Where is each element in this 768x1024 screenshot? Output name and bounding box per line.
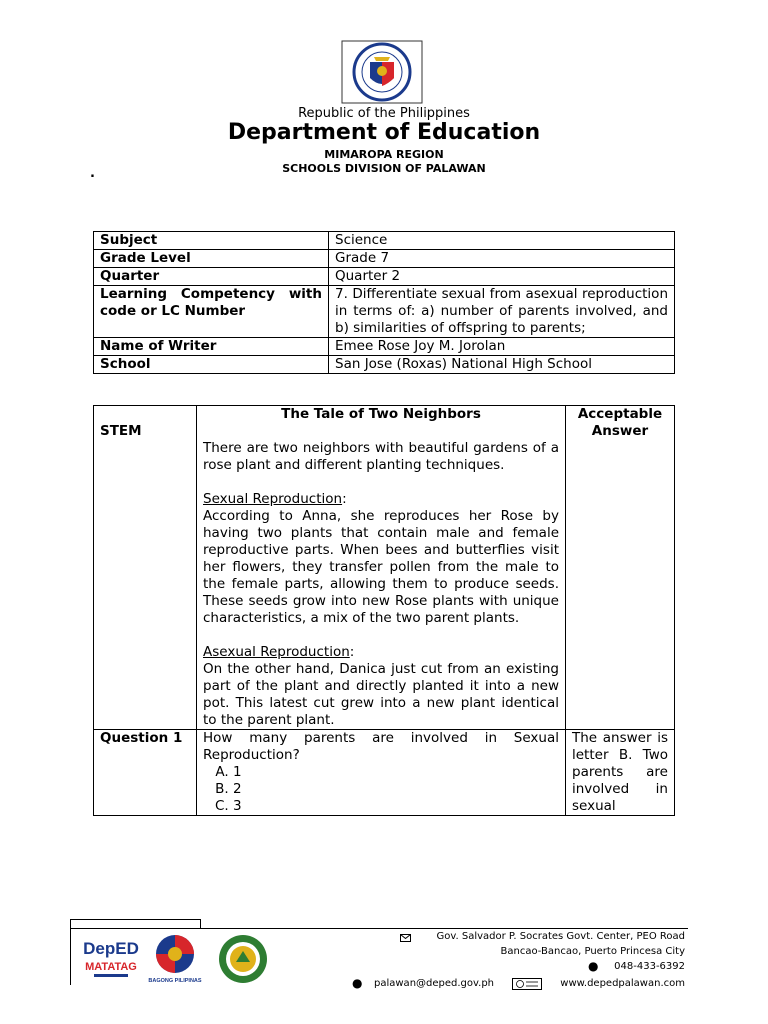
info-label: School — [94, 356, 329, 374]
footer-divider — [70, 919, 200, 920]
info-label: Subject — [94, 232, 329, 250]
footer-divider — [70, 928, 200, 929]
stem-label: STEM — [100, 423, 142, 439]
bagong-logo-text: BAGONG PILIPINAS — [148, 978, 202, 984]
info-table — [93, 231, 675, 374]
question-text: How many parents are involved in Sexual Reproduction? — [203, 730, 559, 763]
asexual-heading-line — [203, 644, 559, 661]
info-value: San Jose (Roxas) National High School — [329, 356, 675, 374]
info-row-writer — [94, 338, 675, 356]
choice-a: A. 1 — [233, 764, 559, 781]
deped-logo-text: DepED — [83, 939, 139, 958]
question-content-cell — [197, 730, 566, 816]
sexual-text: According to Anna, she reproduces her Rose by having two plants that contain male and female reproductive parts. When bees and butterflies visit her flowers, they transfer pollen from the male to the female parts, allowing them to produce seeds. These seeds grow into new Rose plants with unique characteristics, a mix of the two parent plants. — [203, 508, 559, 626]
deped-matatag-logo — [76, 934, 146, 982]
asexual-text: On the other hand, Danica just cut from an existing part of the plant and directly planted it into a new pot. This latest cut grew into a new plant identical to the parent plant. — [203, 661, 559, 728]
info-value: Quarter 2 — [329, 268, 675, 286]
info-label: Learning Competency with code or LC Number — [94, 286, 329, 338]
question-table — [93, 405, 675, 816]
info-row-school — [94, 356, 675, 374]
choice-c: C. 3 — [233, 798, 559, 815]
mail-icon — [400, 934, 411, 942]
stray-mark: . — [90, 166, 95, 181]
email-address[interactable]: palawan@deped.gov.ph — [374, 978, 495, 989]
matatag-logo-text: MATATAG — [85, 961, 137, 973]
sexual-heading: Sexual Reproduction — [203, 491, 343, 507]
question-label: Question 1 — [94, 730, 197, 816]
info-label: Name of Writer — [94, 338, 329, 356]
address-line-1: Gov. Salvador P. Socrates Govt. Center, PEO Road — [436, 931, 685, 942]
choices-list — [203, 764, 559, 815]
choice-b: B. 2 — [233, 781, 559, 798]
department-title: Department of Education — [227, 120, 541, 145]
sexual-heading-line — [203, 491, 559, 508]
footer-divider — [200, 928, 688, 929]
info-row-grade-level — [94, 250, 675, 268]
email-icon: ● — [352, 976, 363, 990]
stem-row — [94, 406, 675, 730]
info-row-subject — [94, 232, 675, 250]
info-value: Grade 7 — [329, 250, 675, 268]
division-heading: SCHOOLS DIVISION OF PALAWAN — [282, 162, 486, 175]
heading-colon: : — [349, 644, 355, 660]
answer-text: The answer is letter B. Two parents are involved in sexual — [566, 730, 675, 816]
info-label: Grade Level — [94, 250, 329, 268]
info-label: Quarter — [94, 268, 329, 286]
region-heading: MIMAROPA REGION — [324, 148, 444, 161]
address-line-2: Bancao-Bancao, Puerto Princesa City — [500, 946, 685, 957]
web-icon — [512, 978, 542, 990]
phone-icon: ● — [588, 959, 599, 973]
story-intro: There are two neighbors with beautiful gardens of a rose plant and different planting techniques. — [203, 440, 559, 473]
answer-header: Acceptable Answer — [566, 406, 675, 730]
info-value: Science — [329, 232, 675, 250]
stem-content-cell — [197, 406, 566, 730]
website-link[interactable]: www.depedpalawan.com — [560, 978, 685, 989]
bagong-pilipinas-logo — [148, 932, 202, 984]
deped-seal-icon — [341, 40, 423, 104]
info-value: 7. Differentiate sexual from asexual reproduction in terms of: a) number of parents involved, and b) similarities of offspring to parents; — [329, 286, 675, 338]
phone-number: 048-433-6392 — [614, 961, 685, 972]
asexual-heading: Asexual Reproduction — [203, 644, 350, 660]
stem-label-cell — [94, 406, 197, 730]
question-row — [94, 730, 675, 816]
info-row-learning-competency — [94, 286, 675, 338]
info-value: Emee Rose Joy M. Jorolan — [329, 338, 675, 356]
heading-colon: : — [342, 491, 347, 507]
palawan-division-seal — [218, 934, 268, 984]
republic-heading: Republic of the Philippines — [298, 106, 470, 121]
info-row-quarter — [94, 268, 675, 286]
story-title: The Tale of Two Neighbors — [281, 406, 481, 422]
